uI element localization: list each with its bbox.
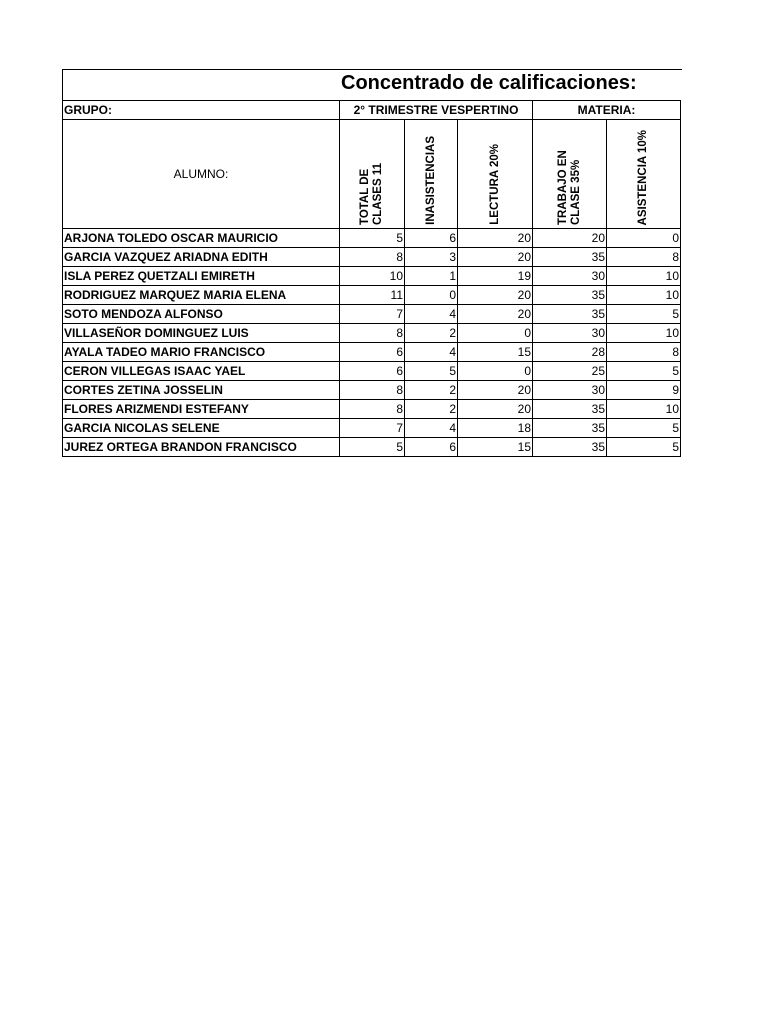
cell-lectura: 20	[458, 229, 533, 248]
cell-total: 11	[340, 286, 405, 305]
cell-inasistencias: 4	[405, 343, 458, 362]
cell-asistencia: 10	[607, 286, 681, 305]
table-row	[63, 343, 681, 362]
table-row	[63, 381, 681, 400]
cell-inasistencias: 3	[405, 248, 458, 267]
cell-lectura: 15	[458, 438, 533, 457]
col-header-trabajo	[533, 120, 607, 229]
cell-trabajo: 30	[533, 324, 607, 343]
student-name: FLORES ARIZMENDI ESTEFANY	[63, 400, 340, 419]
cell-total: 5	[340, 229, 405, 248]
grupo-label: GRUPO:	[63, 101, 340, 120]
cell-asistencia: 10	[607, 324, 681, 343]
cell-lectura: 19	[458, 267, 533, 286]
cell-asistencia: 8	[607, 248, 681, 267]
grades-sheet	[62, 69, 682, 457]
student-name: RODRIGUEZ MARQUEZ MARIA ELENA	[63, 286, 340, 305]
cell-lectura: 20	[458, 305, 533, 324]
cell-asistencia: 8	[607, 343, 681, 362]
col-header-total-text: TOTAL DE CLASES 11	[359, 163, 384, 225]
header-row-group	[63, 101, 681, 120]
col-header-inasistencias	[405, 120, 458, 229]
cell-lectura: 20	[458, 286, 533, 305]
cell-inasistencias: 0	[405, 286, 458, 305]
cell-total: 6	[340, 362, 405, 381]
col-header-asistencia	[607, 120, 681, 229]
student-name: ISLA PEREZ QUETZALI EMIRETH	[63, 267, 340, 286]
cell-asistencia: 0	[607, 229, 681, 248]
cell-lectura: 15	[458, 343, 533, 362]
col-header-lectura-text: LECTURA 20%	[488, 144, 501, 225]
cell-total: 5	[340, 438, 405, 457]
student-name: SOTO MENDOZA ALFONSO	[63, 305, 340, 324]
cell-asistencia: 10	[607, 267, 681, 286]
cell-inasistencias: 4	[405, 419, 458, 438]
cell-inasistencias: 2	[405, 381, 458, 400]
cell-inasistencias: 1	[405, 267, 458, 286]
table-row	[63, 400, 681, 419]
table-row	[63, 286, 681, 305]
cell-trabajo: 35	[533, 419, 607, 438]
student-name: ARJONA TOLEDO OSCAR MAURICIO	[63, 229, 340, 248]
cell-trabajo: 30	[533, 381, 607, 400]
table-row	[63, 267, 681, 286]
cell-lectura: 20	[458, 248, 533, 267]
table-row	[63, 248, 681, 267]
table-row	[63, 305, 681, 324]
student-name: VILLASEÑOR DOMINGUEZ LUIS	[63, 324, 340, 343]
cell-lectura: 18	[458, 419, 533, 438]
cell-inasistencias: 5	[405, 362, 458, 381]
student-name: CERON VILLEGAS ISAAC YAEL	[63, 362, 340, 381]
cell-asistencia: 9	[607, 381, 681, 400]
table-row	[63, 362, 681, 381]
col-header-trabajo-text: TRABAJO EN CLASE 35%	[556, 150, 582, 225]
cell-trabajo: 28	[533, 343, 607, 362]
col-header-inasistencias-text: INASISTENCIAS	[424, 136, 437, 225]
student-name: JUREZ ORTEGA BRANDON FRANCISCO	[63, 438, 340, 457]
student-name: GARCIA VAZQUEZ ARIADNA EDITH	[63, 248, 340, 267]
col-header-lectura	[458, 120, 533, 229]
title-row	[62, 69, 682, 100]
alumno-label: ALUMNO:	[63, 120, 340, 229]
cell-trabajo: 35	[533, 286, 607, 305]
cell-asistencia: 10	[607, 400, 681, 419]
cell-total: 8	[340, 400, 405, 419]
table-row	[63, 438, 681, 457]
cell-total: 8	[340, 248, 405, 267]
header-row-columns	[63, 120, 681, 229]
table-row	[63, 324, 681, 343]
cell-lectura: 0	[458, 324, 533, 343]
cell-total: 7	[340, 419, 405, 438]
cell-total: 6	[340, 343, 405, 362]
table-row	[63, 229, 681, 248]
cell-inasistencias: 4	[405, 305, 458, 324]
cell-total: 8	[340, 324, 405, 343]
cell-asistencia: 5	[607, 438, 681, 457]
cell-trabajo: 35	[533, 438, 607, 457]
cell-inasistencias: 2	[405, 324, 458, 343]
cell-asistencia: 5	[607, 362, 681, 381]
cell-inasistencias: 6	[405, 229, 458, 248]
cell-inasistencias: 2	[405, 400, 458, 419]
materia-label: MATERIA:	[533, 101, 681, 120]
trimestre-label: 2° TRIMESTRE VESPERTINO	[340, 101, 533, 120]
cell-trabajo: 35	[533, 305, 607, 324]
cell-lectura: 0	[458, 362, 533, 381]
col-header-asistencia-text: ASISTENCIA 10%	[637, 129, 650, 225]
cell-trabajo: 25	[533, 362, 607, 381]
sheet-title: Concentrado de calificaciones:	[341, 72, 637, 94]
student-name: GARCIA NICOLAS SELENE	[63, 419, 340, 438]
student-name: CORTES ZETINA JOSSELIN	[63, 381, 340, 400]
cell-trabajo: 35	[533, 248, 607, 267]
table-row	[63, 419, 681, 438]
cell-total: 8	[340, 381, 405, 400]
student-name: AYALA TADEO MARIO FRANCISCO	[63, 343, 340, 362]
cell-trabajo: 35	[533, 400, 607, 419]
col-header-total	[340, 120, 405, 229]
cell-trabajo: 20	[533, 229, 607, 248]
grades-table	[62, 100, 681, 457]
cell-total: 10	[340, 267, 405, 286]
cell-asistencia: 5	[607, 419, 681, 438]
cell-inasistencias: 6	[405, 438, 458, 457]
cell-lectura: 20	[458, 381, 533, 400]
cell-total: 7	[340, 305, 405, 324]
cell-trabajo: 30	[533, 267, 607, 286]
cell-asistencia: 5	[607, 305, 681, 324]
cell-lectura: 20	[458, 400, 533, 419]
